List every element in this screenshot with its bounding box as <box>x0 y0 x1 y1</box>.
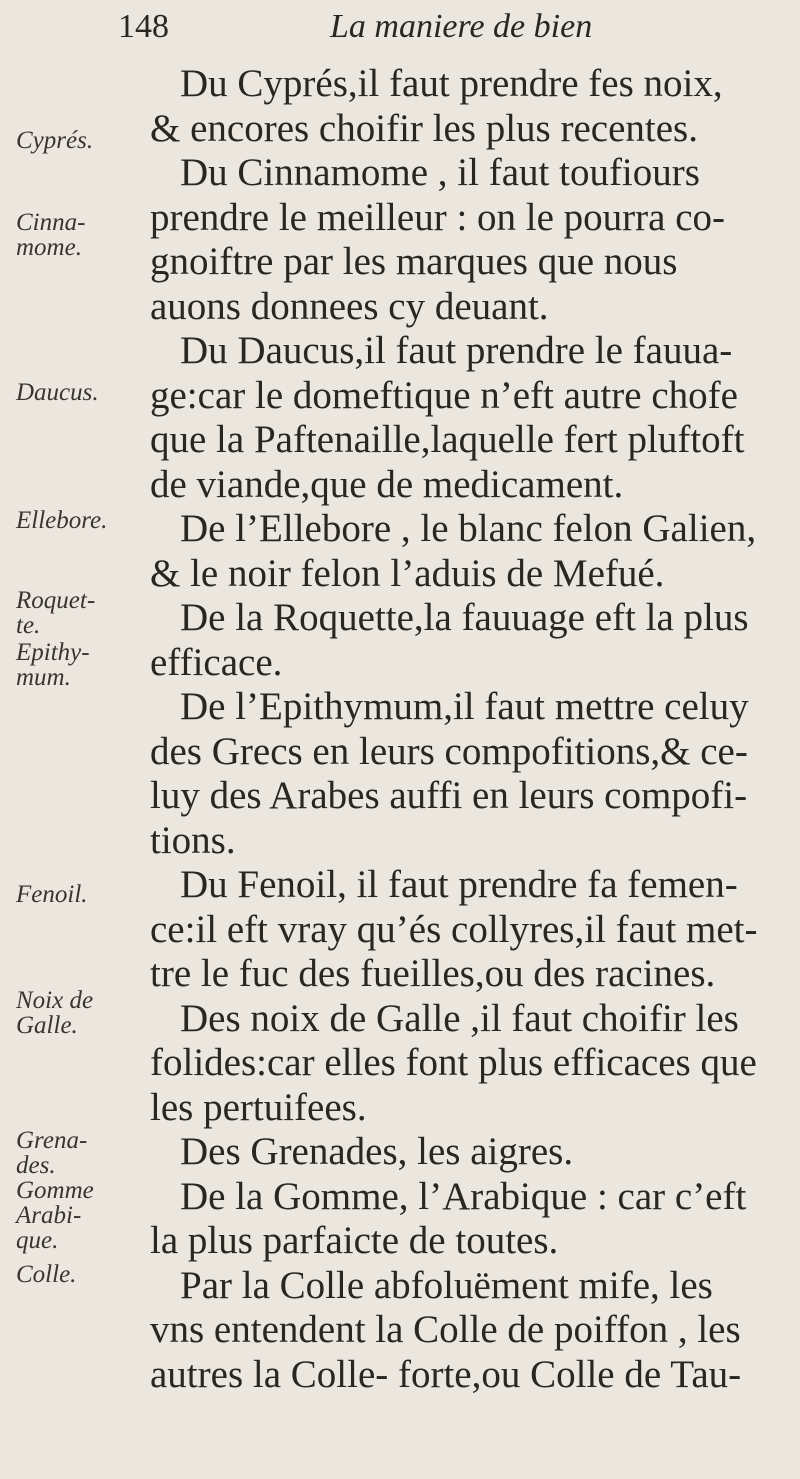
page-number: 148 <box>118 8 169 45</box>
text-line: autres la Colle- forte,ou Colle de Tau- <box>150 1352 742 1396</box>
text-line: prendre le meilleur : on le pourra co- <box>150 195 726 239</box>
margin-note-fenoil: Fenoil. <box>16 881 88 908</box>
margin-note-grenades: Grena- des. <box>16 1127 88 1179</box>
text-line: & le noir felon l’aduis de Mefué. <box>150 551 665 595</box>
text-line: auons donnees cy deuant. <box>150 284 549 328</box>
text-line: vns entendent la Colle de poiffon , les <box>150 1308 741 1351</box>
text-line: folides:car elles font plus efficaces que <box>150 1041 757 1084</box>
text-line: De la Roquette,la fauuage eft la plus <box>180 596 749 639</box>
margin-note-gomme-arabique: Gomme Arabi- que. <box>16 1177 94 1254</box>
text-line: gnoiftre par les marques que nous <box>150 240 678 283</box>
text-line: De la Gomme, l’Arabique : car c’eft <box>180 1174 747 1218</box>
text-line: les pertuifees. <box>150 1085 367 1129</box>
text-line: efficace. <box>150 640 283 684</box>
text-line: De l’Epithymum,il faut mettre celuy <box>180 685 749 728</box>
text-line: des Grecs en leurs compofitions,& ce- <box>150 729 748 773</box>
text-line: ge:car le domeftique n’eft autre chofe <box>150 373 738 417</box>
text-line: tre le fuc des fueilles,ou des racines. <box>150 952 716 995</box>
running-head: La maniere de bien <box>330 8 593 45</box>
margin-note-noix-de-galle: Noix de Galle. <box>16 987 94 1039</box>
text-line: la plus parfaicte de toutes. <box>150 1219 559 1262</box>
text-line: Des Grenades, les aigres. <box>180 1130 574 1173</box>
margin-note-cinnamome: Cinna- mome. <box>16 209 86 261</box>
margin-note-cypres: Cyprés. <box>16 127 94 154</box>
text-line: Par la Colle abfoluëment mife, les <box>180 1263 713 1307</box>
text-line: & encores choifir les plus recentes. <box>150 106 698 150</box>
text-line: tions. <box>150 818 236 862</box>
text-line: Du Cyprés,il faut prendre fes noix, <box>180 62 723 105</box>
text-line: que la Paftenaille,laquelle fert pluftoft <box>150 418 745 461</box>
text-line: Du Fenoil, il faut prendre fa femen- <box>180 863 738 906</box>
margin-note-colle: Colle. <box>16 1261 77 1288</box>
body-text <box>150 62 790 1397</box>
margin-note-epithymum: Epithy- mum. <box>16 639 90 691</box>
text-line: ce:il eft vray qu’és collyres,il faut met- <box>150 907 758 951</box>
text-line: Du Cinnamome , il faut toufiours <box>180 151 700 194</box>
margin-note-ellebore: Ellebore. <box>16 507 108 534</box>
text-line: De l’Ellebore , le blanc felon Galien, <box>180 507 757 550</box>
text-line: Des noix de Galle ,il faut choifir les <box>180 996 739 1040</box>
text-line: de viande,que de medicament. <box>150 462 624 506</box>
text-line: luy des Arabes auffi en leurs compofi- <box>150 774 748 817</box>
text-line: Du Daucus,il faut prendre le fauua- <box>180 329 733 372</box>
page-header <box>0 6 800 46</box>
margin-note-daucus: Daucus. <box>16 379 99 406</box>
margin-note-roquette: Roquet- te. <box>16 587 96 639</box>
